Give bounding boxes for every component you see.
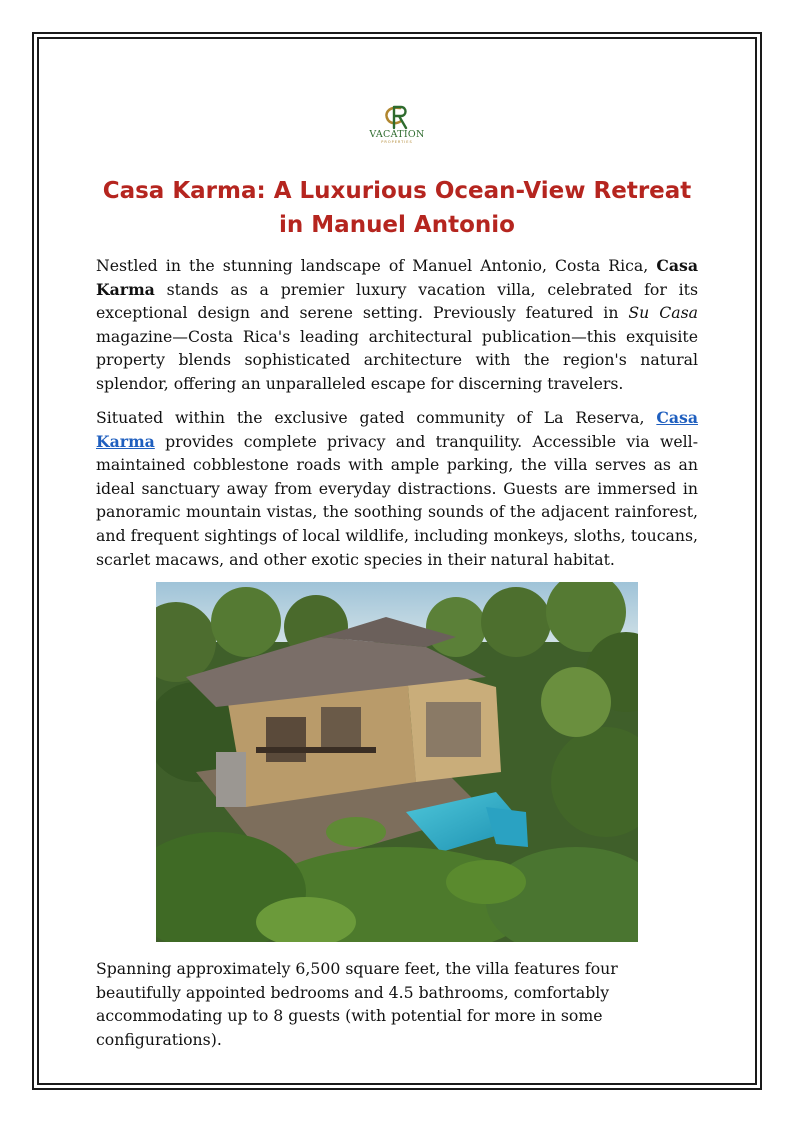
p1-magazine-name: Su Casa xyxy=(628,303,698,323)
intro-paragraph xyxy=(96,254,698,396)
p2-text-1: Situated within the exclusive gated community of La Reserva, xyxy=(96,408,657,427)
p2-text-2: provides complete privacy and tranquility. Accessible via well-maintained cobblestone roads with ample parking, the villa serves as an ideal sanctuary away from everyday distractions. Guests are immersed in panoramic mountain vistas, the soothing sounds of the adjacent rainforest, and frequent sightings of local wildlife, including monkeys, sloths, toucans, scarlet macaws, and other exotic species in their natural habitat. xyxy=(96,431,698,569)
casa-karma-link[interactable]: Casa Karma xyxy=(96,408,698,451)
p1-text-2: stands as a premier luxury vacation villa, celebrated for its exceptional design and serene setting. Previously featured in xyxy=(96,279,698,323)
company-logo xyxy=(362,104,432,154)
p1-text-1: Nestled in the stunning landscape of Manuel Antonio, Costa Rica, xyxy=(96,256,657,275)
p1-villa-name: Casa Karma xyxy=(96,256,698,299)
monogram-logo-icon xyxy=(380,104,414,130)
villa-photo xyxy=(156,582,638,942)
logo-subtext: PROPERTIES xyxy=(381,140,413,144)
details-paragraph: Spanning approximately 6,500 square feet, the villa features four beautifully appointed bedrooms and 4.5 bathrooms, comfortably accommodating up to 8 guests (with potential for more in some configurations). xyxy=(96,959,618,1049)
location-paragraph xyxy=(96,406,698,571)
page-title: Casa Karma: A Luxurious Ocean-View Retreat in Manuel Antonio xyxy=(102,178,692,238)
p1-text-3: magazine—Costa Rica's leading architectural publication—this exquisite property blends sophisticated architecture with the region's natural splendor, offering an unparalleled escape for discerning travelers. xyxy=(96,326,698,393)
villa-aerial-image xyxy=(156,582,638,942)
logo-wordmark: VACATION xyxy=(369,129,425,140)
